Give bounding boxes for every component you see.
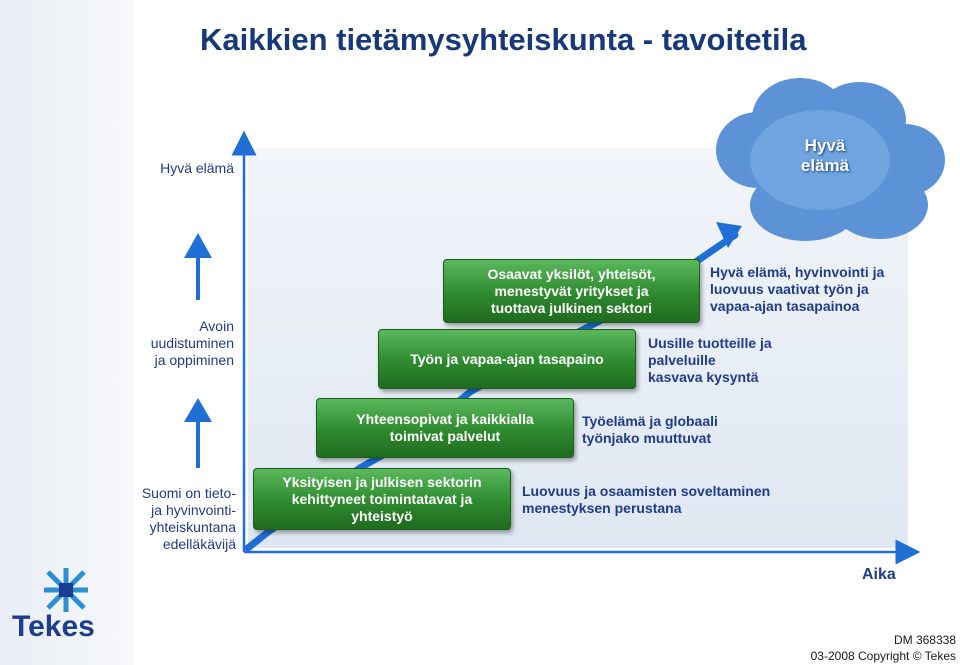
tekes-logo-icon [44, 568, 88, 612]
left-label-bottom-line: edelläkävijä [162, 536, 236, 552]
left-arrow-lower-head [184, 398, 212, 422]
left-label-middle [110, 318, 234, 369]
left-label-top [120, 160, 234, 177]
step-box-line: kehittyneet toimintatavat ja [291, 490, 473, 507]
step-box-line: tuottava julkinen sektori [490, 299, 653, 316]
left-label-bottom-line: Suomi on tieto- [141, 485, 236, 501]
note-line: menestyksen perustana [522, 500, 682, 516]
left-label-bottom [100, 485, 236, 553]
footer-doc-id: DM 368338 [893, 633, 956, 647]
note-line: Luovuus ja osaamisten soveltaminen [522, 483, 771, 499]
note-line: Työelämä ja globaali [582, 413, 718, 429]
step-box-line: Osaavat yksilöt, yhteisöt, [487, 265, 656, 282]
note-line: Hyvä elämä, hyvinvointi ja [710, 264, 885, 280]
step-box-line: menestyvät yritykset ja [494, 282, 649, 299]
tekes-logo-text: Tekes [12, 610, 95, 643]
note-2 [582, 413, 718, 447]
left-label-bottom-line: yhteiskuntana [149, 519, 236, 535]
cloud-label-line: Hyvä [804, 136, 846, 155]
left-label-bottom-line: ja hyvinvointi- [151, 502, 236, 518]
left-label-middle-line: Avoin [199, 318, 234, 334]
step-box-3 [378, 329, 636, 389]
step-box-line: Yksityisen ja julkisen sektorin [282, 473, 482, 490]
note-line: työnjako muuttuvat [582, 430, 712, 446]
step-box-line: toimivat palvelut [389, 428, 501, 444]
note-4 [710, 264, 884, 315]
page-title: Kaikkien tietämysyhteiskunta - tavoitetila [200, 22, 807, 57]
left-arrow-upper-head [184, 233, 212, 258]
x-axis-label: Aika [862, 566, 896, 583]
note-line: kasvava kysyntä [648, 369, 759, 385]
step-box-line: yhteistyö [351, 507, 413, 524]
note-line: vapaa-ajan tasapainoa [710, 298, 860, 314]
note-1 [522, 483, 770, 517]
left-label-top-text: Hyvä elämä [160, 160, 234, 176]
step-box-4 [443, 259, 700, 323]
footer-copyright: 03-2008 Copyright © Tekes [810, 649, 956, 663]
step-box-1 [253, 468, 511, 530]
cloud-label-line: elämä [800, 156, 850, 175]
step-box-line: Työn ja vapaa-ajan tasapaino [410, 350, 604, 367]
left-label-middle-line: uudistuminen [150, 335, 234, 351]
note-line: palveluille [648, 352, 716, 368]
left-label-middle-line: ja oppiminen [154, 352, 234, 368]
note-3 [648, 335, 772, 386]
step-box-line: Yhteensopivat ja kaikkialla [356, 411, 534, 427]
note-line: Uusille tuotteille ja [648, 335, 772, 351]
step-box-2 [316, 398, 574, 458]
cloud-label [770, 136, 880, 176]
note-line: luovuus vaativat työn ja [710, 281, 869, 297]
